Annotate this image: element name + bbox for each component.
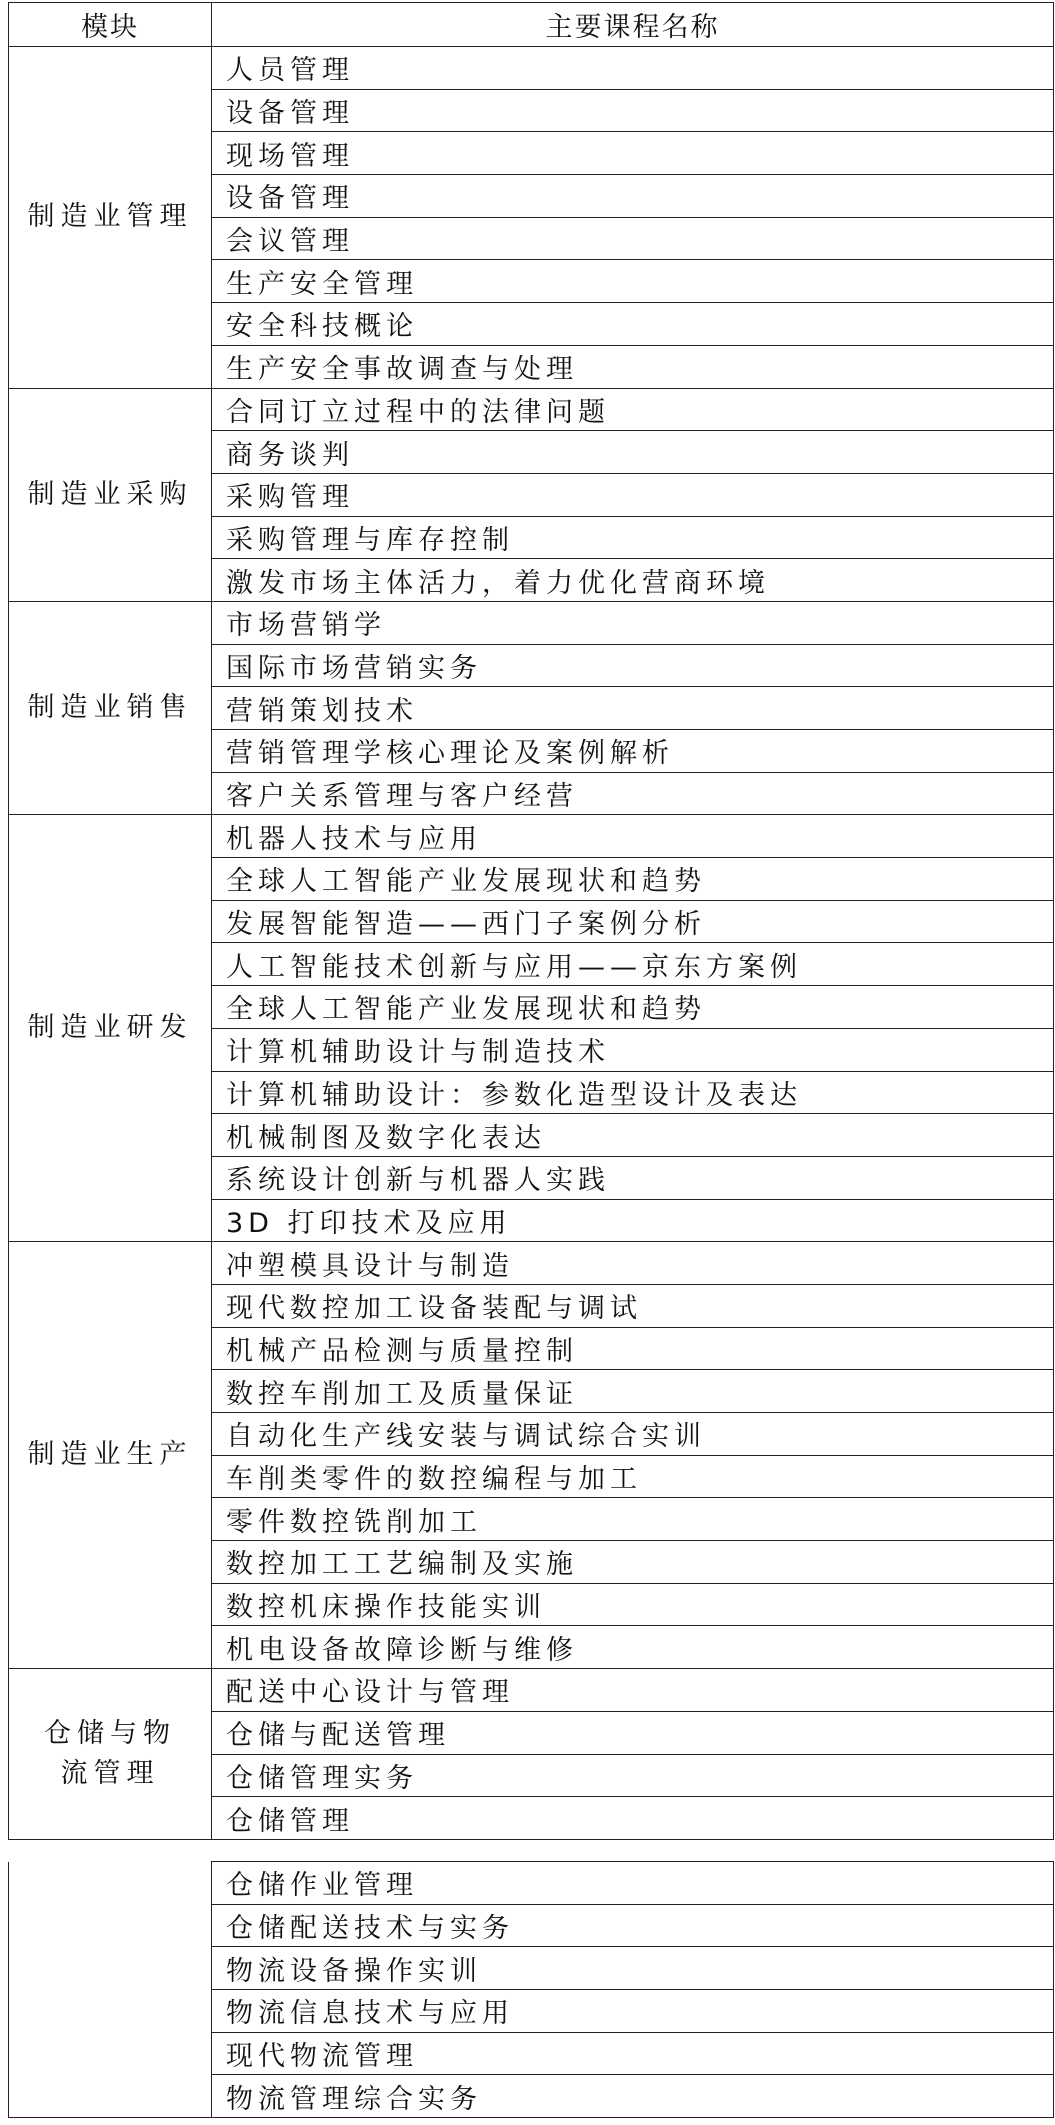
table-body <box>9 47 1054 1840</box>
course-cell: 现代物流管理 <box>212 2032 1054 2075</box>
course-table <box>8 2 1054 1840</box>
course-cell: 零件数控铣削加工 <box>212 1498 1054 1541</box>
course-cell: 物流管理综合实务 <box>212 2075 1054 2118</box>
table-body <box>9 1862 1054 2118</box>
course-cell: 现代数控加工设备装配与调试 <box>212 1284 1054 1327</box>
course-cell: 市场营销学 <box>212 601 1054 644</box>
module-cell: 制造业采购 <box>9 388 212 601</box>
table-row <box>9 1862 1054 1905</box>
module-cell: 制造业管理 <box>9 47 212 389</box>
course-cell: 安全科技概论 <box>212 303 1054 346</box>
course-cell: 人工智能技术创新与应用——京东方案例 <box>212 943 1054 986</box>
course-cell: 机器人技术与应用 <box>212 815 1054 858</box>
header-row <box>9 3 1054 47</box>
table-row <box>9 1669 1054 1712</box>
course-cell: 国际市场营销实务 <box>212 644 1054 687</box>
course-cell: 采购管理 <box>212 473 1054 516</box>
course-cell: 物流信息技术与应用 <box>212 1990 1054 2033</box>
course-cell: 仓储配送技术与实务 <box>212 1904 1054 1947</box>
module-cell: 仓储与物流管理 <box>9 1669 212 1840</box>
table-row <box>9 388 1054 431</box>
course-cell: 生产安全管理 <box>212 260 1054 303</box>
course-cell: 发展智能智造——西门子案例分析 <box>212 900 1054 943</box>
course-cell: 设备管理 <box>212 89 1054 132</box>
course-cell: 计算机辅助设计与制造技术 <box>212 1028 1054 1071</box>
table-row <box>9 815 1054 858</box>
course-cell: 商务谈判 <box>212 431 1054 474</box>
course-cell: 全球人工智能产业发展现状和趋势 <box>212 858 1054 901</box>
course-cell: 全球人工智能产业发展现状和趋势 <box>212 986 1054 1029</box>
module-header: 模块 <box>9 3 212 47</box>
course-cell: 仓储管理实务 <box>212 1754 1054 1797</box>
course-cell: 仓储管理 <box>212 1797 1054 1840</box>
module-cell: 制造业生产 <box>9 1242 212 1669</box>
course-cell: 数控机床操作技能实训 <box>212 1583 1054 1626</box>
course-cell: 合同订立过程中的法律问题 <box>212 388 1054 431</box>
module-cell: 制造业销售 <box>9 601 212 814</box>
course-header: 主要课程名称 <box>212 3 1054 47</box>
course-cell: 3D 打印技术及应用 <box>212 1199 1054 1242</box>
course-cell: 仓储作业管理 <box>212 1862 1054 1905</box>
table-row <box>9 47 1054 90</box>
course-cell: 车削类零件的数控编程与加工 <box>212 1455 1054 1498</box>
course-cell: 营销管理学核心理论及案例解析 <box>212 730 1054 773</box>
course-cell: 机电设备故障诊断与维修 <box>212 1626 1054 1669</box>
course-cell: 物流设备操作实训 <box>212 1947 1054 1990</box>
course-cell: 人员管理 <box>212 47 1054 90</box>
course-cell: 现场管理 <box>212 132 1054 175</box>
course-cell: 营销策划技术 <box>212 687 1054 730</box>
course-cell: 设备管理 <box>212 175 1054 218</box>
course-cell: 客户关系管理与客户经营 <box>212 772 1054 815</box>
table-row <box>9 601 1054 644</box>
course-cell: 计算机辅助设计：参数化造型设计及表达 <box>212 1071 1054 1114</box>
module-cell-continued <box>9 1862 212 2118</box>
module-cell: 制造业研发 <box>9 815 212 1242</box>
course-table-continuation <box>8 1861 1054 2118</box>
course-cell: 冲塑模具设计与制造 <box>212 1242 1054 1285</box>
course-cell: 会议管理 <box>212 217 1054 260</box>
course-cell: 自动化生产线安装与调试综合实训 <box>212 1413 1054 1456</box>
course-cell: 生产安全事故调查与处理 <box>212 345 1054 388</box>
course-cell: 机械制图及数字化表达 <box>212 1114 1054 1157</box>
course-cell: 配送中心设计与管理 <box>212 1669 1054 1712</box>
course-cell: 仓储与配送管理 <box>212 1711 1054 1754</box>
course-cell: 采购管理与库存控制 <box>212 516 1054 559</box>
course-cell: 数控车削加工及质量保证 <box>212 1370 1054 1413</box>
course-cell: 机械产品检测与质量控制 <box>212 1327 1054 1370</box>
course-cell: 数控加工工艺编制及实施 <box>212 1541 1054 1584</box>
course-cell: 系统设计创新与机器人实践 <box>212 1156 1054 1199</box>
course-cell: 激发市场主体活力，着力优化营商环境 <box>212 559 1054 602</box>
table-row <box>9 1242 1054 1285</box>
